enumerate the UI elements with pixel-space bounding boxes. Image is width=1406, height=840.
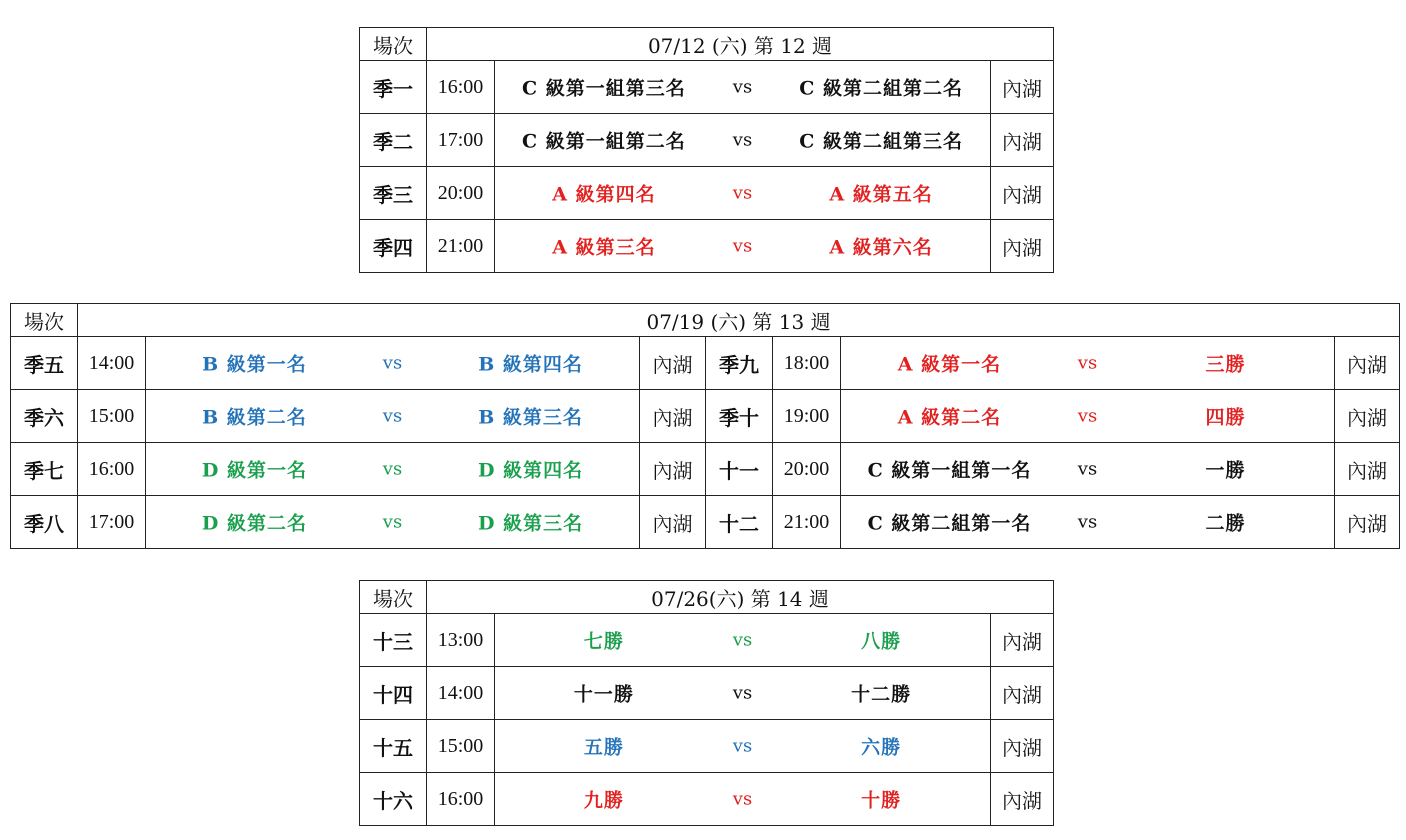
matchup [841,337,1335,390]
venue: 內湖 [991,220,1054,273]
match-id: 十二 [706,496,773,549]
match-id: 季六 [11,390,78,443]
team-home: B 級第二名 [202,406,307,429]
team-away: A 級第五名 [829,183,933,206]
venue: 內湖 [1335,443,1400,496]
header-label: 場次 [360,28,427,61]
venue: 內湖 [1335,496,1400,549]
team-home: 七勝 [583,630,624,653]
matchup [146,443,640,496]
team-home: 九勝 [583,789,624,812]
venue: 內湖 [991,167,1054,220]
matchup [146,496,640,549]
week-title: 07/12 (六) 第 12 週 [427,28,1054,61]
match-time: 20:00 [427,167,495,220]
match-time: 17:00 [427,114,495,167]
matchup [495,114,991,167]
matchup [495,167,991,220]
match-row [360,720,1054,773]
vs-label: vs [732,182,753,204]
match-id: 十六 [360,773,427,826]
match-time: 21:00 [427,220,495,273]
match-time: 13:00 [427,614,495,667]
matchup [495,720,991,773]
schedule-table-week14 [359,580,1054,826]
schedule-table-week12 [359,27,1054,273]
match-id: 季七 [11,443,78,496]
venue: 內湖 [991,614,1054,667]
matchup [841,443,1335,496]
match-row [11,390,1400,443]
matchup [495,667,991,720]
match-id: 季八 [11,496,78,549]
schedule-table-week13 [10,303,1400,549]
header-label: 場次 [11,304,78,337]
match-row [11,443,1400,496]
team-home: A 級第四名 [552,183,656,206]
matchup [495,61,991,114]
matchup [146,390,640,443]
match-row [360,667,1054,720]
venue: 內湖 [640,496,706,549]
match-row [360,167,1054,220]
team-away: 六勝 [861,736,902,759]
team-home: B 級第一名 [202,353,307,376]
team-away: 八勝 [861,630,902,653]
team-away: 一勝 [1205,459,1246,482]
match-row [360,114,1054,167]
team-away: 四勝 [1205,406,1246,429]
venue: 內湖 [640,337,706,390]
match-id: 季九 [706,337,773,390]
match-time: 14:00 [78,337,146,390]
match-id: 季四 [360,220,427,273]
team-away: 十勝 [861,789,902,812]
vs-label: vs [382,511,403,533]
team-home: D 級第二名 [201,512,307,535]
match-time: 16:00 [427,61,495,114]
team-home: 五勝 [583,736,624,759]
team-home: A 級第一名 [897,353,1002,376]
match-row [360,61,1054,114]
venue: 內湖 [1335,390,1400,443]
week-title: 07/19 (六) 第 13 週 [78,304,1400,337]
match-row [11,496,1400,549]
team-home: D 級第一名 [201,459,307,482]
vs-label: vs [1077,352,1098,374]
vs-label: vs [1077,405,1098,427]
header-label: 場次 [360,581,427,614]
match-id: 季五 [11,337,78,390]
matchup [841,496,1335,549]
match-row [360,614,1054,667]
match-time: 16:00 [427,773,495,826]
venue: 內湖 [991,114,1054,167]
match-id: 十四 [360,667,427,720]
vs-label: vs [1077,458,1098,480]
match-time: 21:00 [773,496,841,549]
vs-label: vs [732,629,753,651]
team-away: 三勝 [1205,353,1246,376]
team-home: C 級第一組第一名 [867,459,1032,482]
vs-label: vs [382,352,403,374]
match-row [360,220,1054,273]
team-away: B 級第四名 [478,353,583,376]
venue: 內湖 [991,667,1054,720]
vs-label: vs [732,735,753,757]
vs-label: vs [732,788,753,810]
match-id: 季三 [360,167,427,220]
match-time: 19:00 [773,390,841,443]
match-time: 18:00 [773,337,841,390]
team-away: D 級第四名 [477,459,584,482]
match-row [360,773,1054,826]
team-home: C 級第二組第一名 [867,512,1032,535]
match-id: 季一 [360,61,427,114]
team-home: A 級第三名 [552,236,656,259]
venue: 內湖 [991,773,1054,826]
vs-label: vs [732,129,753,151]
match-time: 15:00 [427,720,495,773]
venue: 內湖 [991,720,1054,773]
vs-label: vs [1077,511,1098,533]
match-time: 15:00 [78,390,146,443]
match-id: 季十 [706,390,773,443]
venue: 內湖 [640,390,706,443]
matchup [841,390,1335,443]
team-away: A 級第六名 [829,236,933,259]
team-home: C 級第一組第三名 [522,77,686,100]
team-away: D 級第三名 [477,512,584,535]
match-time: 17:00 [78,496,146,549]
venue: 內湖 [1335,337,1400,390]
match-id: 十三 [360,614,427,667]
team-home: C 級第一組第二名 [522,130,686,153]
vs-label: vs [382,458,403,480]
matchup [495,614,991,667]
matchup [495,773,991,826]
matchup [495,220,991,273]
team-away: C 級第二組第二名 [799,77,963,100]
team-away: C 級第二組第三名 [799,130,963,153]
team-away: B 級第三名 [478,406,583,429]
match-id: 十一 [706,443,773,496]
team-home: A 級第二名 [897,406,1002,429]
team-home: 十一勝 [573,683,634,706]
match-id: 十五 [360,720,427,773]
vs-label: vs [382,405,403,427]
vs-label: vs [732,682,753,704]
venue: 內湖 [640,443,706,496]
vs-label: vs [732,76,753,98]
vs-label: vs [732,235,753,257]
match-row [11,337,1400,390]
team-away: 二勝 [1205,512,1246,535]
match-id: 季二 [360,114,427,167]
match-time: 16:00 [78,443,146,496]
match-time: 14:00 [427,667,495,720]
matchup [146,337,640,390]
venue: 內湖 [991,61,1054,114]
team-away: 十二勝 [851,683,912,706]
week-title: 07/26(六) 第 14 週 [427,581,1054,614]
match-time: 20:00 [773,443,841,496]
